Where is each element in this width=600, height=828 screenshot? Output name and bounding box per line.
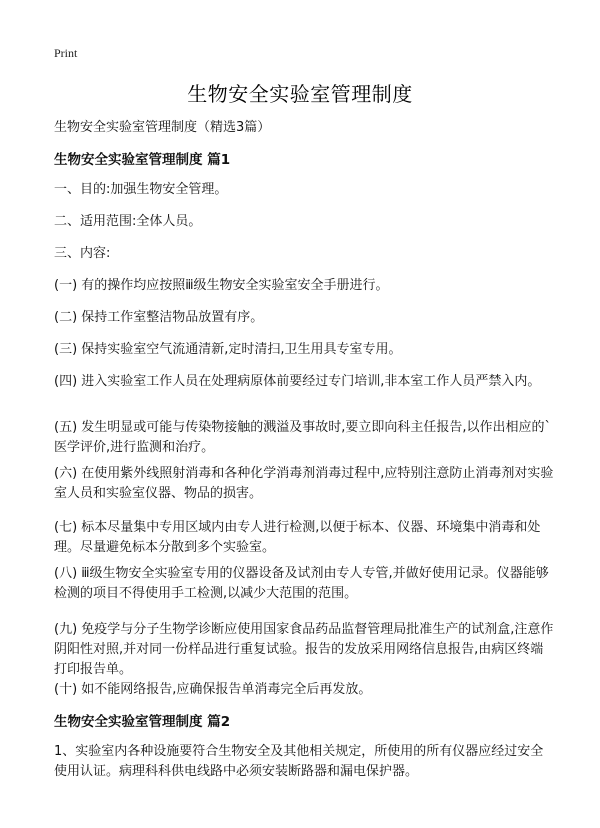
- print-label: Print: [54, 46, 78, 60]
- section2-paragraph-1: 1、实验室内各种设施要符合生物安全及其他相关规定，所使用的所有仪器应经过安全使用认证。病理科科供电线路中必须安装断路器和漏电保护器。: [54, 744, 544, 779]
- document-title: 生物安全实验室管理制度: [187, 82, 413, 106]
- paragraph-item-7: (七) 标本尽量集中专用区域内由专人进行检测,以便于标本、仪器、环境集中消毒和处理。尽量避免标本分散到多个实验室。: [54, 520, 541, 555]
- paragraph-content-label: 三、内容:: [54, 246, 111, 261]
- paragraph-scope: 二、适用范围:全体人员。: [54, 214, 202, 229]
- section-heading-1: 生物安全实验室管理制度 篇1: [54, 152, 231, 168]
- paragraph-item-9: (九) 免疫学与分子生物学诊断应使用国家食品药品监督管理局批准生产的试剂盒,注意作阴阳性对照,并对同一份样品进行重复试验。报告的发放采用网络信息报告,由病区终端打印报告单。: [54, 622, 554, 677]
- section-heading-2: 生物安全实验室管理制度 篇2: [54, 714, 231, 730]
- document-subtitle: 生物安全实验室管理制度（精选3篇）: [54, 120, 271, 135]
- paragraph-item-10: (十) 如不能网络报告,应确保报告单消毒完全后再发放。: [54, 682, 372, 697]
- paragraph-item-4: (四) 进入实验室工作人员在处理病原体前要经过专门培训,非本室工作人员严禁入内。: [54, 374, 541, 389]
- paragraph-objective: 一、目的:加强生物安全管理。: [54, 182, 228, 197]
- paragraph-item-5: (五) 发生明显或可能与传染物接触的溅溢及事故时,要立即向科主任报告,以作出相应的`医学评价,进行监测和治疗。: [54, 420, 552, 455]
- paragraph-item-6: (六) 在使用紫外线照射消毒和各种化学消毒剂消毒过程中,应特别注意防止消毒剂对实验室人员和实验室仪器、物品的损害。: [54, 466, 554, 501]
- paragraph-item-2: (二) 保持工作室整洁物品放置有序。: [54, 310, 264, 325]
- paragraph-item-1: (一) 有的操作均应按照ⅲ级生物安全实验室安全手册进行。: [54, 278, 389, 293]
- paragraph-item-3: (三) 保持实验室空气流通清新,定时清扫,卫生用具专室专用。: [54, 342, 402, 357]
- paragraph-item-8: (八) ⅲ级生物安全实验室专用的仪器设备及试剂由专人专管,并做好使用记录。仪器能够检测的项目不得使用手工检测,以减少大范围的范围。: [54, 566, 549, 601]
